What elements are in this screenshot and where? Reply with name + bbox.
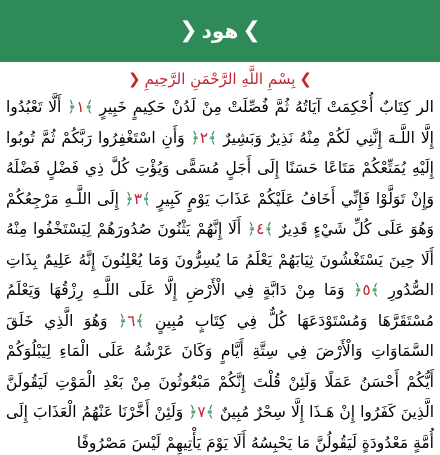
surah-title-box (179, 19, 261, 43)
verse-text-block (6, 92, 434, 455)
surah-title: هود (201, 19, 239, 43)
basmala-text: بِسْمِ اللَّهِ الرَّحْمَنِ الرَّحِيمِ (144, 70, 296, 88)
ornament-right-icon: ❯ (179, 18, 198, 43)
verse-text: وَمَا مِنْ دَابَّةٍ فِي الْأَرْضِ إِلَّا عَلَى اللَّـهِ رِزْقُهَا وَيَعْلَمُ مُسْتَقَرَّهَا وَمُسْتَوْدَعَهَا كُلٌّ فِي كِتَابٍ مُبِينٍ (6, 281, 434, 330)
verse-text: إِلَى اللَّـهِ مَرْجِعُكُمْ وَهُوَ عَلَى كُلِّ شَيْءٍ قَدِيرٌ (6, 189, 434, 238)
basmala-ornament-right-icon: ❯ (128, 69, 141, 88)
verse-text: أَلَا إِنَّهُمْ يَثْنُونَ صُدُورَهُمْ لِيَسْتَخْفُوا مِنْهُ أَلَا حِينَ يَسْتَغْشُونَ ثِيَابَهُمْ يَعْلَمُ مَا يُسِرُّونَ وَمَا يُعْلِنُونَ إِنَّهُ عَلِيمٌ بِذَاتِ الصُّدُورِ (6, 220, 434, 299)
verse-number-marker: ﴾٦﴿ (118, 311, 145, 330)
verse-text: وَهُوَ الَّذِي خَلَقَ السَّمَاوَاتِ وَالْأَرْضَ فِي سِتَّةِ أَيَّامٍ وَكَانَ عَرْشُهُ عَلَى الْمَاءِ لِيَبْلُوَكُمْ أَيُّكُمْ أَحْسَنُ عَمَلًا وَلَئِنْ قُلْتَ إِنَّكُمْ مَبْعُوثُونَ مِنْ بَعْدِ الْمَوْتِ لَيَقُولَنَّ الَّذِينَ كَفَرُوا إِنْ هَـذَا إِلَّا سِحْرٌ مُبِينٌ (6, 311, 434, 421)
verse (61, 98, 434, 116)
verse-text: الر كِتَابٌ أُحْكِمَتْ آيَاتُهُ ثُمَّ فُصِّلَتْ مِنْ لَدُنْ حَكِيمٍ خَبِيرٍ (99, 98, 434, 116)
ornament-left-icon: ❮ (242, 18, 261, 43)
basmala-ornament-left-icon: ❮ (299, 69, 312, 88)
verse-number-marker: ﴾٧﴿ (188, 403, 215, 421)
surah-header (0, 0, 440, 62)
verse-text: وَلَئِنْ أَخَّرْنَا عَنْهُمُ الْعَذَابَ إِلَى أُمَّةٍ مَعْدُودَةٍ لَيَقُولُنَّ مَا يَحْبِسُهُ أَلَا يَوْمَ يَأْتِيهِمْ لَيْسَ مَصْرُوفًا (6, 403, 434, 452)
verse-number-marker: ﴾٥﴿ (353, 281, 380, 299)
basmala (0, 66, 440, 92)
verse-number-marker: ﴾٢﴿ (190, 128, 218, 147)
verse-number-marker: ﴾٤﴿ (246, 220, 274, 238)
verse-text: أَلَّا تَعْبُدُوا إِلَّا اللَّـهَ إِنَّنِي لَكُمْ مِنْهُ نَذِيرٌ وَبَشِيرٌ (6, 98, 434, 147)
verse-text: وَأَنِ اسْتَغْفِرُوا رَبَّكُمْ ثُمَّ تُوبُوا إِلَيْهِ يُمَتِّعْكُمْ مَتَاعًا حَسَنًا إِلَى أَجَلٍ مُسَمًّى وَيُؤْتِ كُلَّ ذِي فَضْلٍ فَضْلَهُ وَإِنْ تَوَلَّوْا فَإِنِّي أَخَافُ عَلَيْكُمْ عَذَابَ يَوْمٍ كَبِيرٍ (6, 128, 434, 208)
verse-number-marker: ﴾١﴿ (67, 98, 94, 116)
verse-number-marker: ﴾٣﴿ (124, 189, 152, 208)
